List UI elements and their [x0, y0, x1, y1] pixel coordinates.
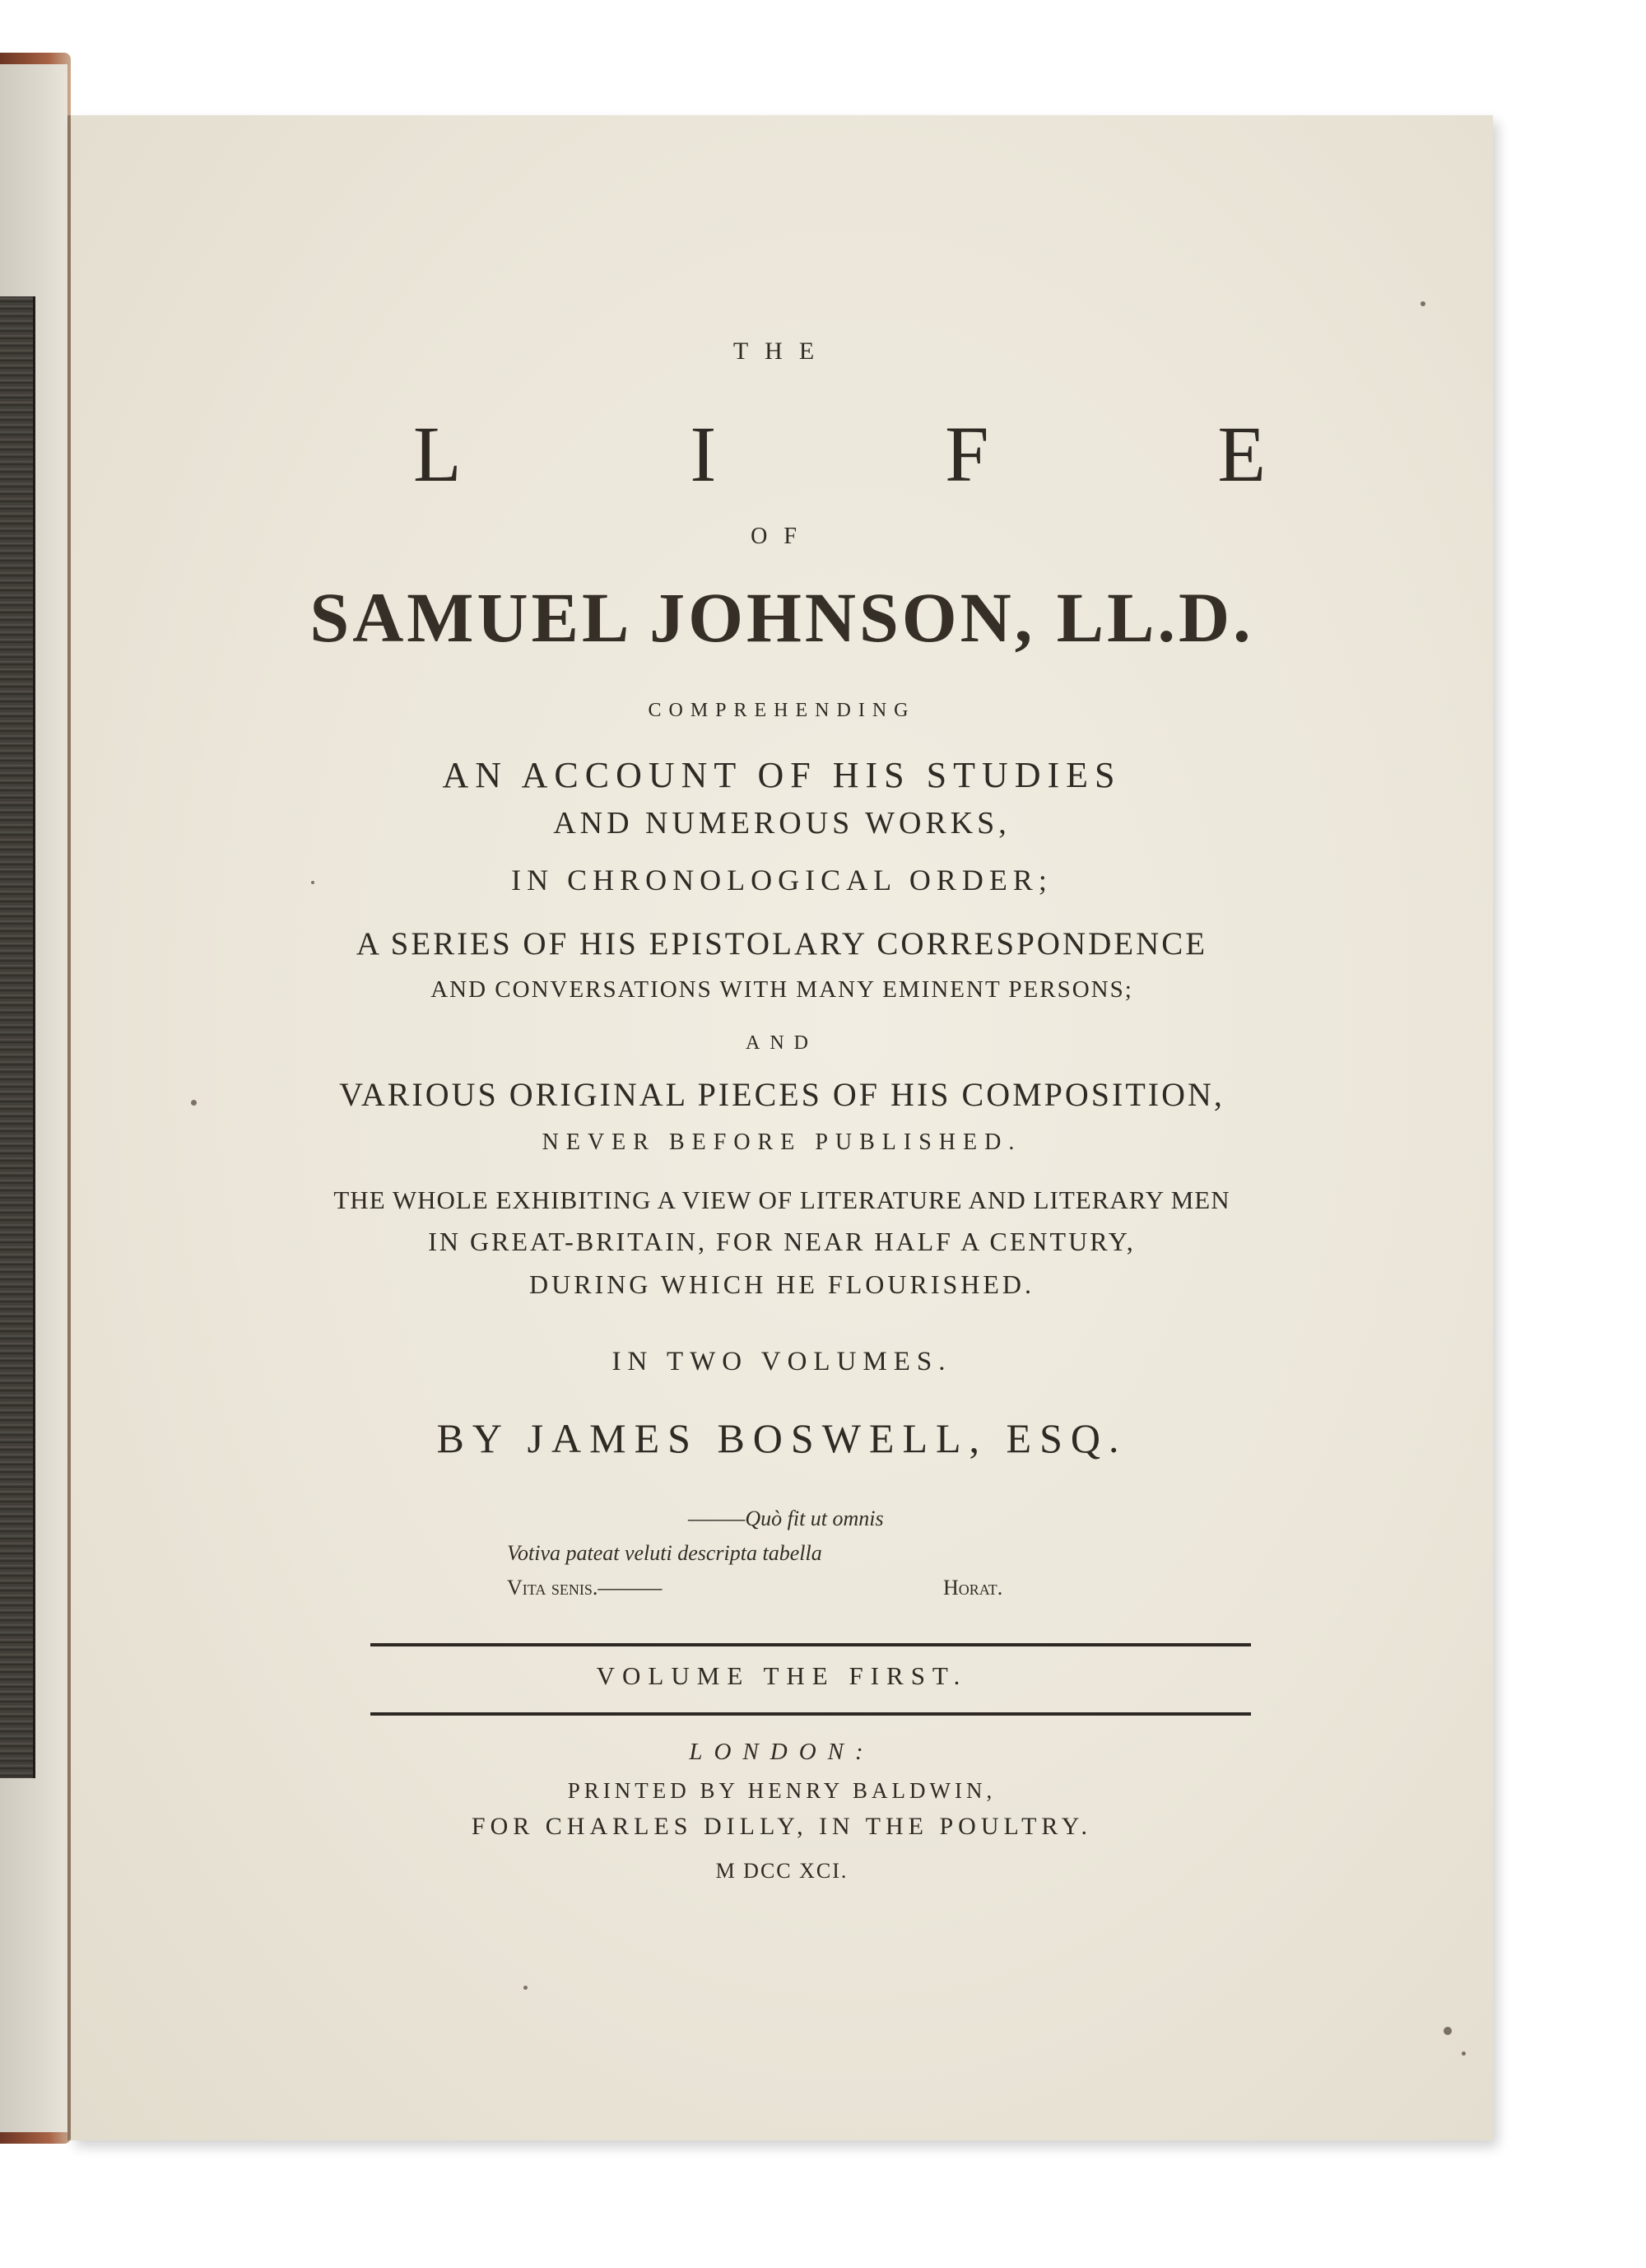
subtitle-during: DURING WHICH HE FLOURISHED.	[528, 1269, 1035, 1299]
subtitle-series: A SERIES OF HIS EPISTOLARY CORRESPONDENCE	[356, 926, 1208, 962]
imprint-publisher: FOR CHARLES DILLY, IN THE POULTRY.	[471, 1813, 1093, 1840]
motto-line-2: Votiva pateat veluti descripta tabella	[507, 1541, 822, 1565]
title-of: OF	[751, 524, 813, 549]
foxing-spot	[523, 1986, 528, 1990]
subtitle-various: VARIOUS ORIGINAL PIECES OF HIS COMPOSITION,	[339, 1076, 1225, 1113]
subject-name: SAMUEL JOHNSON, LL.D.	[309, 578, 1254, 657]
volume-label: VOLUME THE FIRST.	[596, 1661, 968, 1690]
volumes-line: IN TWO VOLUMES.	[611, 1347, 952, 1376]
title-life	[413, 408, 1266, 500]
subtitle-works: AND NUMEROUS WORKS,	[553, 806, 1011, 841]
foxing-spot	[1462, 2051, 1466, 2056]
title-the: THE	[732, 338, 831, 365]
title-life-letter: E	[1217, 410, 1266, 498]
motto-line-1: ———Quò fit ut omnis	[688, 1507, 884, 1530]
motto-attribution: Horat.	[943, 1576, 1003, 1600]
title-life-letter: L	[413, 410, 462, 498]
author-line: BY JAMES BOSWELL, ESQ.	[436, 1415, 1128, 1461]
title-life-letter: I	[690, 410, 717, 498]
imprint-place: LONDON:	[689, 1739, 875, 1765]
foxing-spot	[1420, 301, 1425, 306]
subtitle-chronological: IN CHRONOLOGICAL ORDER;	[511, 864, 1053, 896]
title-life-letter: F	[945, 410, 989, 498]
rule-upper	[370, 1643, 1251, 1646]
subtitle-britain: IN GREAT-BRITAIN, FOR NEAR HALF A CENTURY,	[428, 1227, 1136, 1256]
subtitle-whole: THE WHOLE EXHIBITING A VIEW OF LITERATURE AND LITERARY MEN	[333, 1185, 1230, 1214]
imprint-printer: PRINTED BY HENRY BALDWIN,	[567, 1778, 997, 1803]
rule-lower	[370, 1712, 1251, 1716]
subtitle-and: AND	[746, 1032, 818, 1054]
foxing-spot	[1444, 2027, 1452, 2035]
motto-line-3: Vita senis.———	[507, 1576, 663, 1600]
subtitle-never: NEVER BEFORE PUBLISHED.	[542, 1129, 1022, 1155]
title-page	[71, 115, 1493, 2140]
subtitle-conversations: AND CONVERSATIONS WITH MANY EMINENT PERSONS;	[430, 976, 1133, 1003]
frontispiece-plate-edge	[0, 296, 35, 1778]
comprehending-line: COMPREHENDING	[648, 700, 916, 721]
subtitle-account: AN ACCOUNT OF HIS STUDIES	[442, 755, 1122, 795]
imprint-date: M DCC XCI.	[715, 1859, 849, 1883]
